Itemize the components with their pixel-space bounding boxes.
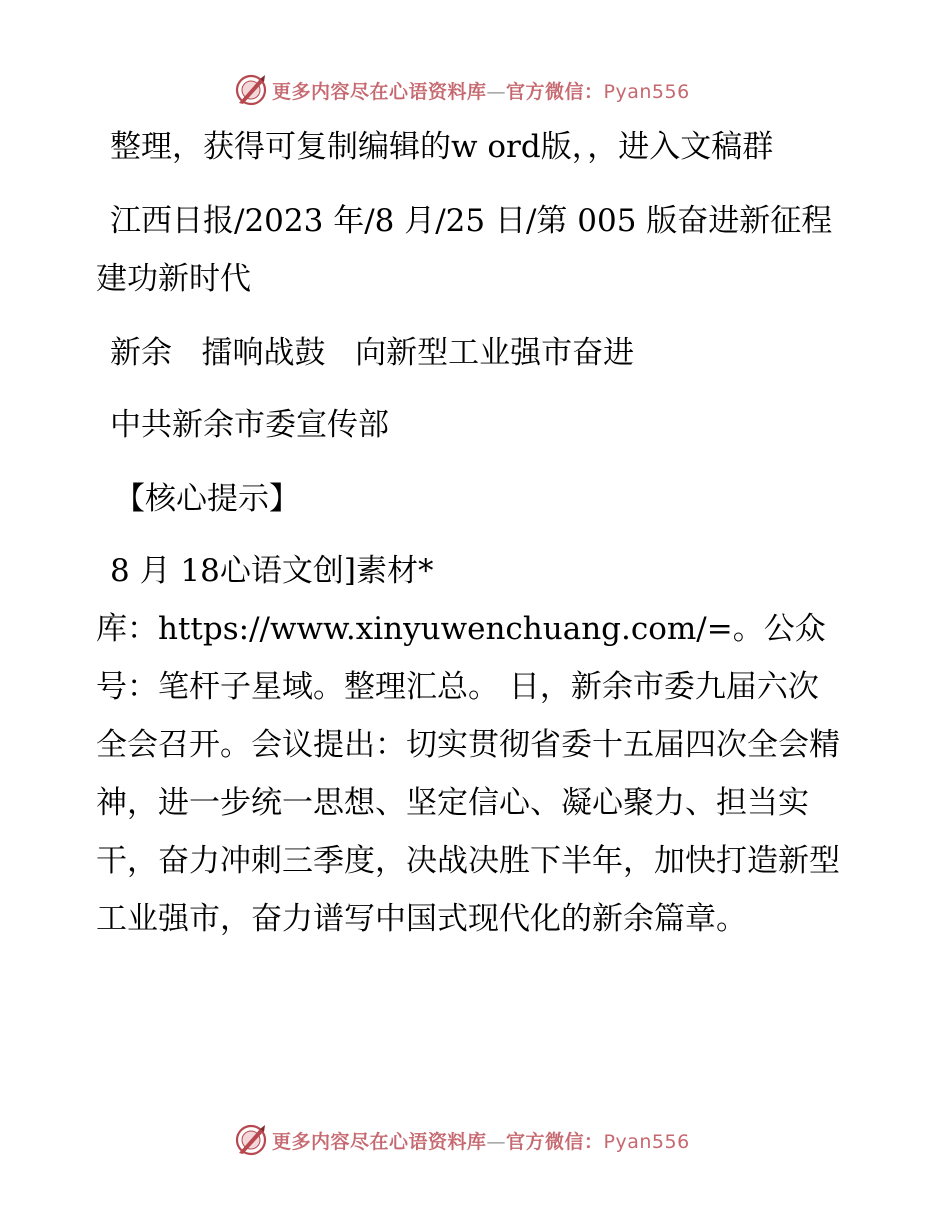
watermark-wechat-id: Pyan556: [603, 1130, 690, 1153]
quill-pen-seal-icon: [234, 1123, 268, 1157]
watermark-wechat-label: 官方微信：: [506, 1130, 604, 1153]
body-paragraph: 库：https://www.xinyuwenchuang.com/=。公众号：笔杆子星域。整理汇总。 日，新余市委九届六次全会召开。会议提出：切实贯彻省委十五届四次全会精神，进一步统一思想、坚定信心、凝心聚力、担当实干，奋力冲刺三季度，决战决胜下半年，加快打造新型工业强市，奋力谱写中国式现代化的新余篇章。: [96, 611, 840, 937]
article-author: 中共新余市委宣传部: [110, 407, 389, 443]
article-title: 新余 擂响战鼓 向新型工业强市奋进: [110, 335, 635, 371]
watermark-site-text: 更多内容尽在心语资料库: [272, 80, 487, 103]
header-watermark: [234, 72, 690, 108]
source-line: 江西日报/2023 年/8 月/25 日/第 005 版奋进新征程 建功新时代: [96, 203, 833, 297]
watermark-separator: —: [486, 80, 507, 103]
watermark-wechat-id: Pyan556: [603, 80, 690, 103]
core-tip-heading: 【核心提示】: [114, 481, 300, 517]
watermark-text: [272, 1127, 690, 1154]
watermark-text: [272, 77, 690, 104]
watermark-separator: —: [486, 1130, 507, 1153]
body-paragraph-lead: 8 月 18心语文创]素材*: [110, 553, 434, 589]
document-body: [96, 118, 848, 948]
footer-watermark: [234, 1122, 690, 1158]
watermark-site-text: 更多内容尽在心语资料库: [272, 1130, 487, 1153]
intro-paragraph: 整理，获得可复制编辑的w ord版，，进入文稿群: [110, 129, 774, 165]
watermark-wechat-label: 官方微信：: [506, 80, 604, 103]
quill-pen-seal-icon: [234, 73, 268, 107]
